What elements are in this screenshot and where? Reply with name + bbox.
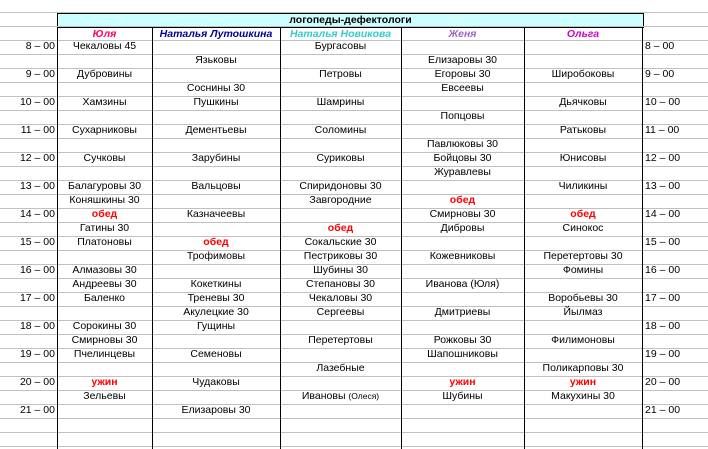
schedule-cell[interactable]: Коняшкины 30: [69, 194, 140, 206]
time-label-right[interactable]: 13 – 00: [645, 180, 681, 192]
schedule-cell[interactable]: Трофимовы: [186, 250, 246, 262]
schedule-cell[interactable]: Зельевы: [83, 390, 126, 402]
gridline: [0, 138, 708, 139]
schedule-cell[interactable]: Сухарниковы: [72, 124, 137, 136]
gridline: [0, 432, 708, 433]
time-label-left[interactable]: 15 – 00: [19, 236, 55, 248]
schedule-cell[interactable]: Пестриковы 30: [303, 250, 378, 262]
schedule-cell[interactable]: Перетертовы 30: [543, 250, 623, 262]
schedule-cell[interactable]: Макухины 30: [551, 390, 615, 402]
schedule-cell[interactable]: Дмитриевы: [434, 306, 491, 318]
schedule-cell[interactable]: Бургасовы: [314, 40, 367, 52]
schedule-cell[interactable]: Журавлевы: [434, 166, 491, 178]
schedule-cell[interactable]: Сучковы: [83, 152, 126, 164]
time-label-right[interactable]: 19 – 00: [645, 348, 681, 360]
schedule-cell[interactable]: обед: [449, 194, 476, 206]
cell-note: (Олеся): [348, 391, 380, 401]
schedule-cell[interactable]: Спиридоновы 30: [299, 180, 382, 192]
schedule-cell[interactable]: ужин: [449, 376, 476, 388]
schedule-cell[interactable]: Чекаловы 45: [72, 40, 137, 52]
schedule-cell[interactable]: Казначеевы: [186, 208, 246, 220]
gridline: [0, 446, 708, 447]
schedule-cell[interactable]: Павлюковы 30: [427, 138, 498, 150]
time-label-right[interactable]: 21 – 00: [645, 404, 681, 416]
schedule-cell[interactable]: Кокеткины: [190, 278, 242, 290]
schedule-cell[interactable]: Дибровы: [440, 222, 485, 234]
schedule-cell[interactable]: Шубины: [442, 390, 483, 402]
schedule-cell[interactable]: Завгородние: [309, 194, 372, 206]
schedule-cell[interactable]: Фомины: [562, 264, 604, 276]
gridline: [0, 82, 708, 83]
time-label-left[interactable]: 10 – 00: [19, 96, 55, 108]
time-label-right[interactable]: 17 – 00: [645, 292, 681, 304]
schedule-cell[interactable]: Евсеевы: [441, 82, 484, 94]
schedule-cell[interactable]: Сокальские 30: [304, 236, 377, 248]
column-header[interactable]: Юля: [92, 28, 117, 40]
schedule-cell[interactable]: Гущины: [196, 320, 236, 332]
schedule-cell[interactable]: Синокос: [562, 222, 604, 234]
time-label-left[interactable]: 13 – 00: [19, 180, 55, 192]
schedule-cell[interactable]: Чиликины: [558, 180, 608, 192]
schedule-cell[interactable]: Смирновы 30: [71, 334, 138, 346]
sheet-title[interactable]: логопеды-дефектологи: [57, 13, 644, 28]
schedule-cell[interactable]: Пушкины: [193, 96, 239, 108]
schedule-cell[interactable]: Широбоковы: [551, 68, 615, 80]
schedule-cell[interactable]: Бойцовы 30: [433, 152, 492, 164]
time-label-left[interactable]: 9 – 00: [25, 68, 55, 80]
schedule-cell[interactable]: обед: [570, 208, 596, 220]
time-label-left[interactable]: 17 – 00: [19, 292, 55, 304]
time-label-right[interactable]: 14 – 00: [645, 208, 681, 220]
schedule-cell[interactable]: Шубины 30: [313, 264, 368, 276]
schedule-cell[interactable]: Чудаковы: [192, 376, 240, 388]
time-label-right[interactable]: 12 – 00: [645, 152, 681, 164]
time-label-right[interactable]: 15 – 00: [645, 236, 681, 248]
schedule-cell[interactable]: Пчелинцевы: [73, 348, 136, 360]
schedule-cell[interactable]: Вальцовы: [191, 180, 241, 192]
time-label-left[interactable]: 16 – 00: [19, 264, 55, 276]
schedule-cell[interactable]: обед: [203, 236, 229, 248]
schedule-cell[interactable]: Егоровы 30: [434, 68, 491, 80]
column-header[interactable]: Ольга: [566, 28, 600, 40]
schedule-cell[interactable]: Дубровины: [76, 68, 133, 80]
schedule-cell[interactable]: обед: [91, 208, 118, 220]
schedule-cell[interactable]: Поликарповы 30: [542, 362, 624, 374]
schedule-cell[interactable]: Гатины 30: [79, 222, 130, 234]
time-label-left[interactable]: 19 – 00: [19, 348, 55, 360]
schedule-cell[interactable]: Юнисовы: [559, 152, 607, 164]
time-label-right[interactable]: 20 – 00: [645, 376, 681, 388]
schedule-cell[interactable]: Баленко: [83, 292, 126, 304]
gridline: [0, 166, 708, 167]
schedule-cell[interactable]: Хамзины: [82, 96, 127, 108]
time-label-left[interactable]: 8 – 00: [25, 40, 55, 52]
schedule-cell[interactable]: Дементьевы: [185, 124, 247, 136]
schedule-cell[interactable]: Йылмаз: [563, 306, 603, 318]
schedule-cell[interactable]: ужин: [569, 376, 597, 388]
schedule-cell[interactable]: Треневы 30: [187, 292, 245, 304]
schedule-cell[interactable]: обед: [327, 222, 354, 234]
schedule-cell[interactable]: Алмазовы 30: [72, 264, 137, 276]
schedule-cell[interactable]: Зарубины: [191, 152, 241, 164]
schedule-cell[interactable]: Акулецкие 30: [183, 306, 249, 318]
time-label-left[interactable]: 18 – 00: [19, 320, 55, 332]
time-label-right[interactable]: 16 – 00: [645, 264, 681, 276]
schedule-cell[interactable]: Елизаровы 30: [181, 404, 251, 416]
schedule-cell[interactable]: Лазебные: [316, 362, 365, 374]
time-label-left[interactable]: 14 – 00: [19, 208, 55, 220]
schedule-cell[interactable]: Сергеевы: [316, 306, 365, 318]
time-label-right[interactable]: 11 – 00: [645, 124, 680, 136]
schedule-cell[interactable]: Смирновы 30: [429, 208, 496, 220]
gridline: [0, 404, 708, 405]
time-label-left[interactable]: 12 – 00: [19, 152, 55, 164]
schedule-cell[interactable]: Ратьковы: [559, 124, 607, 136]
schedule-cell[interactable]: Балагуровы 30: [67, 180, 142, 192]
schedule-cell[interactable]: Воробьевы 30: [548, 292, 618, 304]
schedule-cell[interactable]: Суриковы: [316, 152, 365, 164]
schedule-cell[interactable]: Чекаловы 30: [308, 292, 373, 304]
schedule-cell[interactable]: Соломины: [314, 124, 367, 136]
schedule-cell[interactable]: ужин: [91, 376, 118, 388]
column-header[interactable]: Наталья Новикова: [289, 28, 392, 40]
gridline: [0, 54, 708, 55]
schedule-cell[interactable]: Шамрины: [316, 96, 365, 108]
schedule-cell[interactable]: Рожковы 30: [433, 334, 492, 346]
time-label-right[interactable]: 8 – 00: [645, 40, 675, 52]
schedule-cell[interactable]: Елизаровы 30: [427, 54, 498, 66]
column-header[interactable]: Наталья Лутошкина: [159, 28, 273, 40]
schedule-cell[interactable]: Шапошниковы: [427, 348, 498, 360]
time-label-left[interactable]: 11 – 00: [20, 124, 55, 136]
schedule-cell[interactable]: Ивановы (Олеся): [301, 390, 380, 402]
schedule-cell[interactable]: Сорокины 30: [72, 320, 137, 332]
schedule-cell[interactable]: Степановы 30: [306, 278, 375, 290]
time-label-left[interactable]: 21 – 00: [19, 404, 55, 416]
schedule-cell[interactable]: Андреевы 30: [72, 278, 137, 290]
schedule-cell[interactable]: Язьковы: [195, 54, 237, 66]
time-label-right[interactable]: 9 – 00: [645, 68, 675, 80]
schedule-cell[interactable]: Дьячковы: [559, 96, 607, 108]
gridline: [0, 418, 708, 419]
column-border: [642, 27, 643, 449]
time-label-right[interactable]: 10 – 00: [645, 96, 681, 108]
schedule-cell[interactable]: Семеновы: [190, 348, 242, 360]
schedule-cell[interactable]: Попцовы: [440, 110, 485, 122]
time-label-right[interactable]: 18 – 00: [645, 320, 681, 332]
column-header[interactable]: Женя: [448, 28, 477, 40]
schedule-cell[interactable]: Перетертовы: [308, 334, 373, 346]
schedule-cell[interactable]: Петровы: [319, 68, 362, 80]
schedule-cell[interactable]: Кожевниковы: [429, 250, 496, 262]
time-label-left[interactable]: 20 – 00: [19, 376, 55, 388]
gridline: [0, 110, 708, 111]
schedule-cell[interactable]: Соснины 30: [186, 82, 246, 94]
gridline: [0, 12, 708, 13]
schedule-cell[interactable]: Филимоновы: [551, 334, 615, 346]
schedule-cell[interactable]: Иванова (Юля): [425, 278, 500, 290]
schedule-cell[interactable]: Платоновы: [77, 236, 132, 248]
